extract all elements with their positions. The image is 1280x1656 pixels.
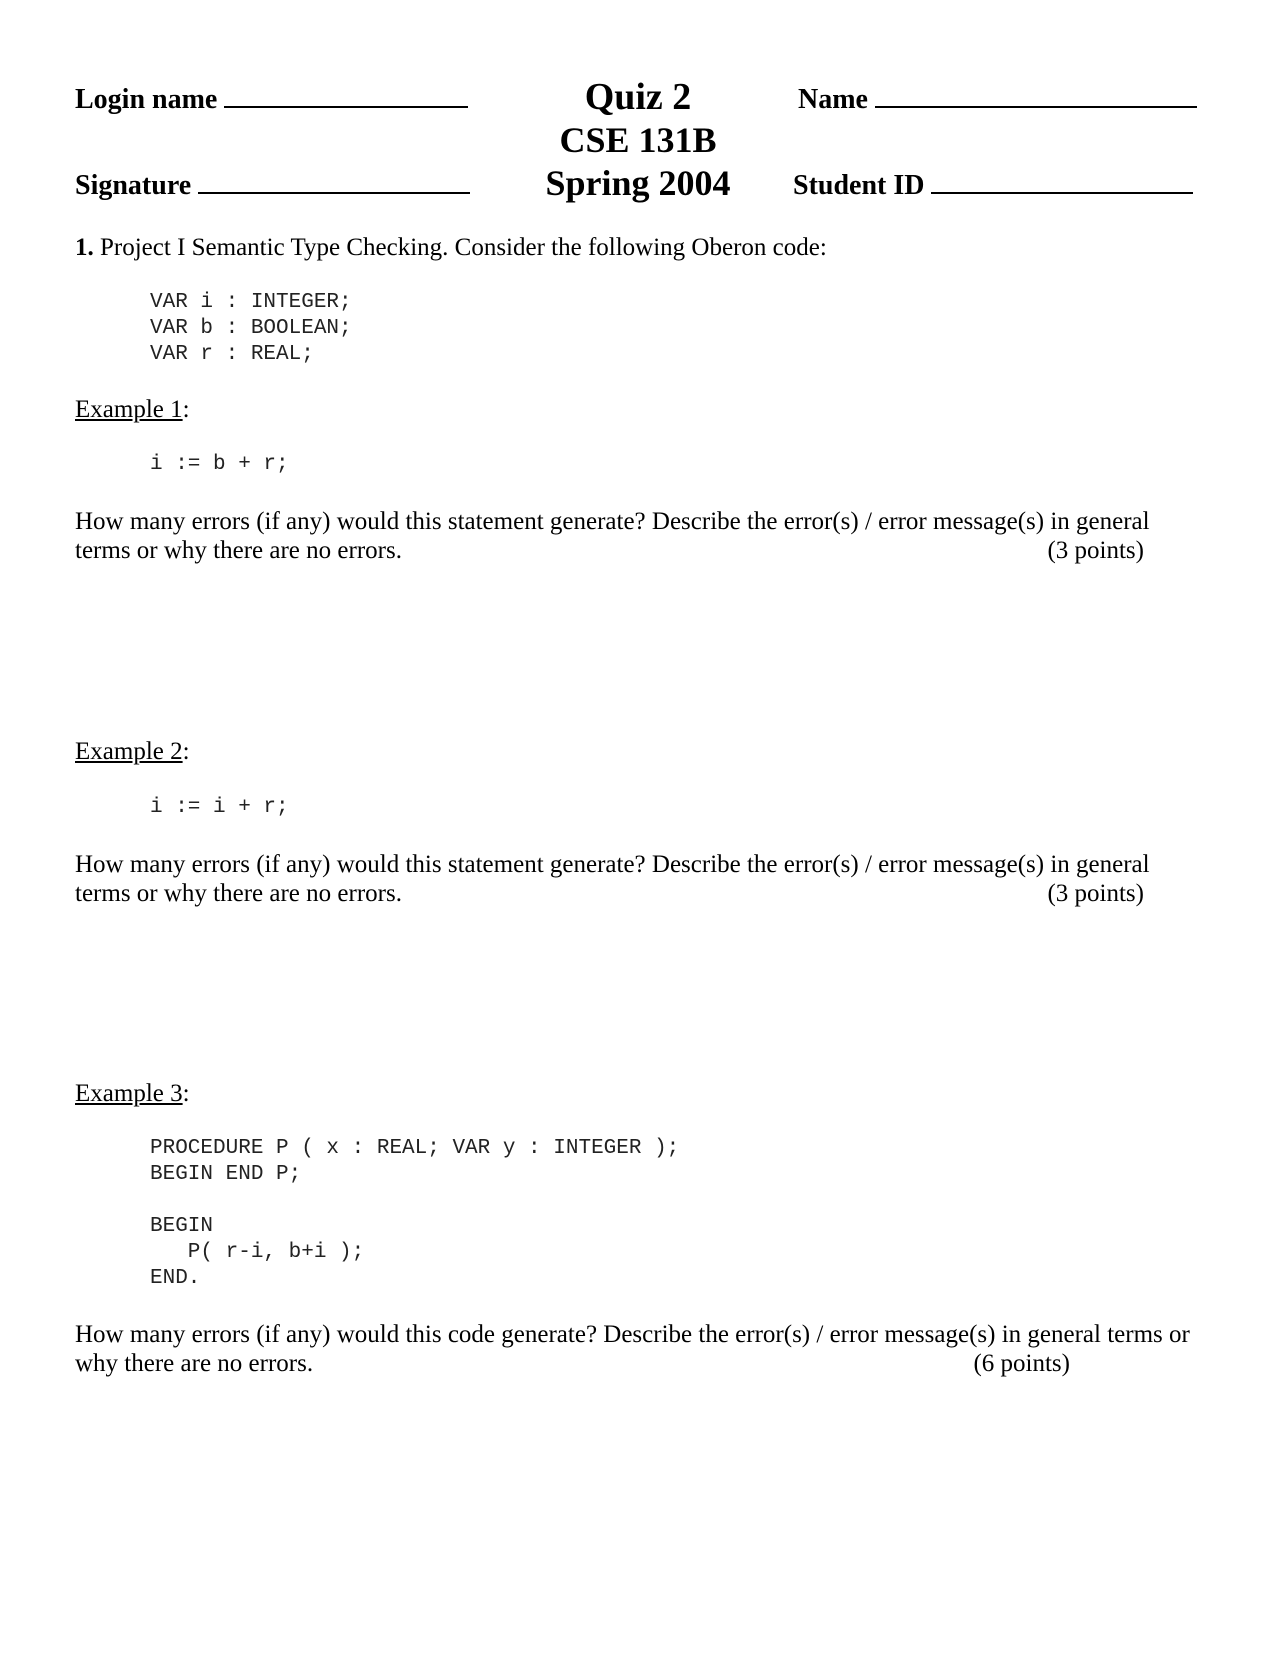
example-1-label: Example 1 [75,396,183,423]
name-blank[interactable] [875,84,1197,108]
example-3-code-block [150,1136,679,1292]
signature-label: Signature [75,170,192,201]
example-3-heading: Example 3: [75,1080,190,1107]
signature-field [75,170,470,202]
login-name-field [75,84,468,116]
example-2-heading: Example 2: [75,738,190,765]
code-line: P( r-i, b+i ); [150,1241,365,1264]
code-line: PROCEDURE P ( x : REAL; VAR y : INTEGER ); [150,1137,680,1160]
example-3-question [75,1320,1225,1378]
student-id-field [793,170,1193,202]
declarations-code-block [150,290,352,368]
example-3-label: Example 3 [75,1080,183,1107]
example-2-points: (3 points) [1047,880,1144,907]
example-2-question-line2: terms or why there are no errors. [75,880,402,907]
example-1-answer-area[interactable] [75,575,1195,725]
code-line: VAR b : BOOLEAN; [150,317,352,340]
example-1-question-line1: How many errors (if any) would this statement generate? Describe the error(s) / error message(s) in general [75,508,1150,535]
name-label: Name [798,84,868,115]
example-2-answer-area[interactable] [75,918,1195,1068]
example-2-label: Example 2 [75,738,183,765]
login-name-label: Login name [75,84,218,115]
question-number: 1. [75,234,94,261]
code-line [150,1188,679,1214]
code-line: VAR r : REAL; [150,343,314,366]
example-2-question [75,850,1215,908]
code-line: BEGIN [150,1215,214,1238]
example-2-question-line1: How many errors (if any) would this statement generate? Describe the error(s) / error message(s) in general [75,851,1150,878]
example-3-points: (6 points) [973,1350,1070,1377]
code-line: BEGIN END P; [150,1163,302,1186]
example-1-question-line2: terms or why there are no errors. [75,537,402,564]
student-id-label: Student ID [793,170,925,201]
student-id-blank[interactable] [931,170,1193,194]
signature-blank[interactable] [198,170,470,194]
example-3-question-line1: How many errors (if any) would this code generate? Describe the error(s) / error message(s) in general terms or [75,1321,1190,1348]
quiz-title: Quiz 2 [584,76,692,118]
name-field [798,84,1197,116]
example-1-points: (3 points) [1047,537,1144,564]
question-1-prompt [75,233,827,262]
example-1-question [75,507,1215,565]
example-1-heading: Example 1: [75,396,190,423]
course-title: CSE 131B [559,120,717,160]
code-line: END. [150,1267,201,1290]
example-2-code: i := i + r; [150,796,289,819]
example-3-question-line2: why there are no errors. [75,1350,314,1377]
login-name-blank[interactable] [224,84,468,108]
example-1-code: i := b + r; [150,453,289,476]
term-title: Spring 2004 [545,163,731,203]
code-line: VAR i : INTEGER; [150,291,352,314]
example-3-answer-area[interactable] [75,1390,1195,1610]
question-1-text: Project I Semantic Type Checking. Consider the following Oberon code: [100,234,827,261]
